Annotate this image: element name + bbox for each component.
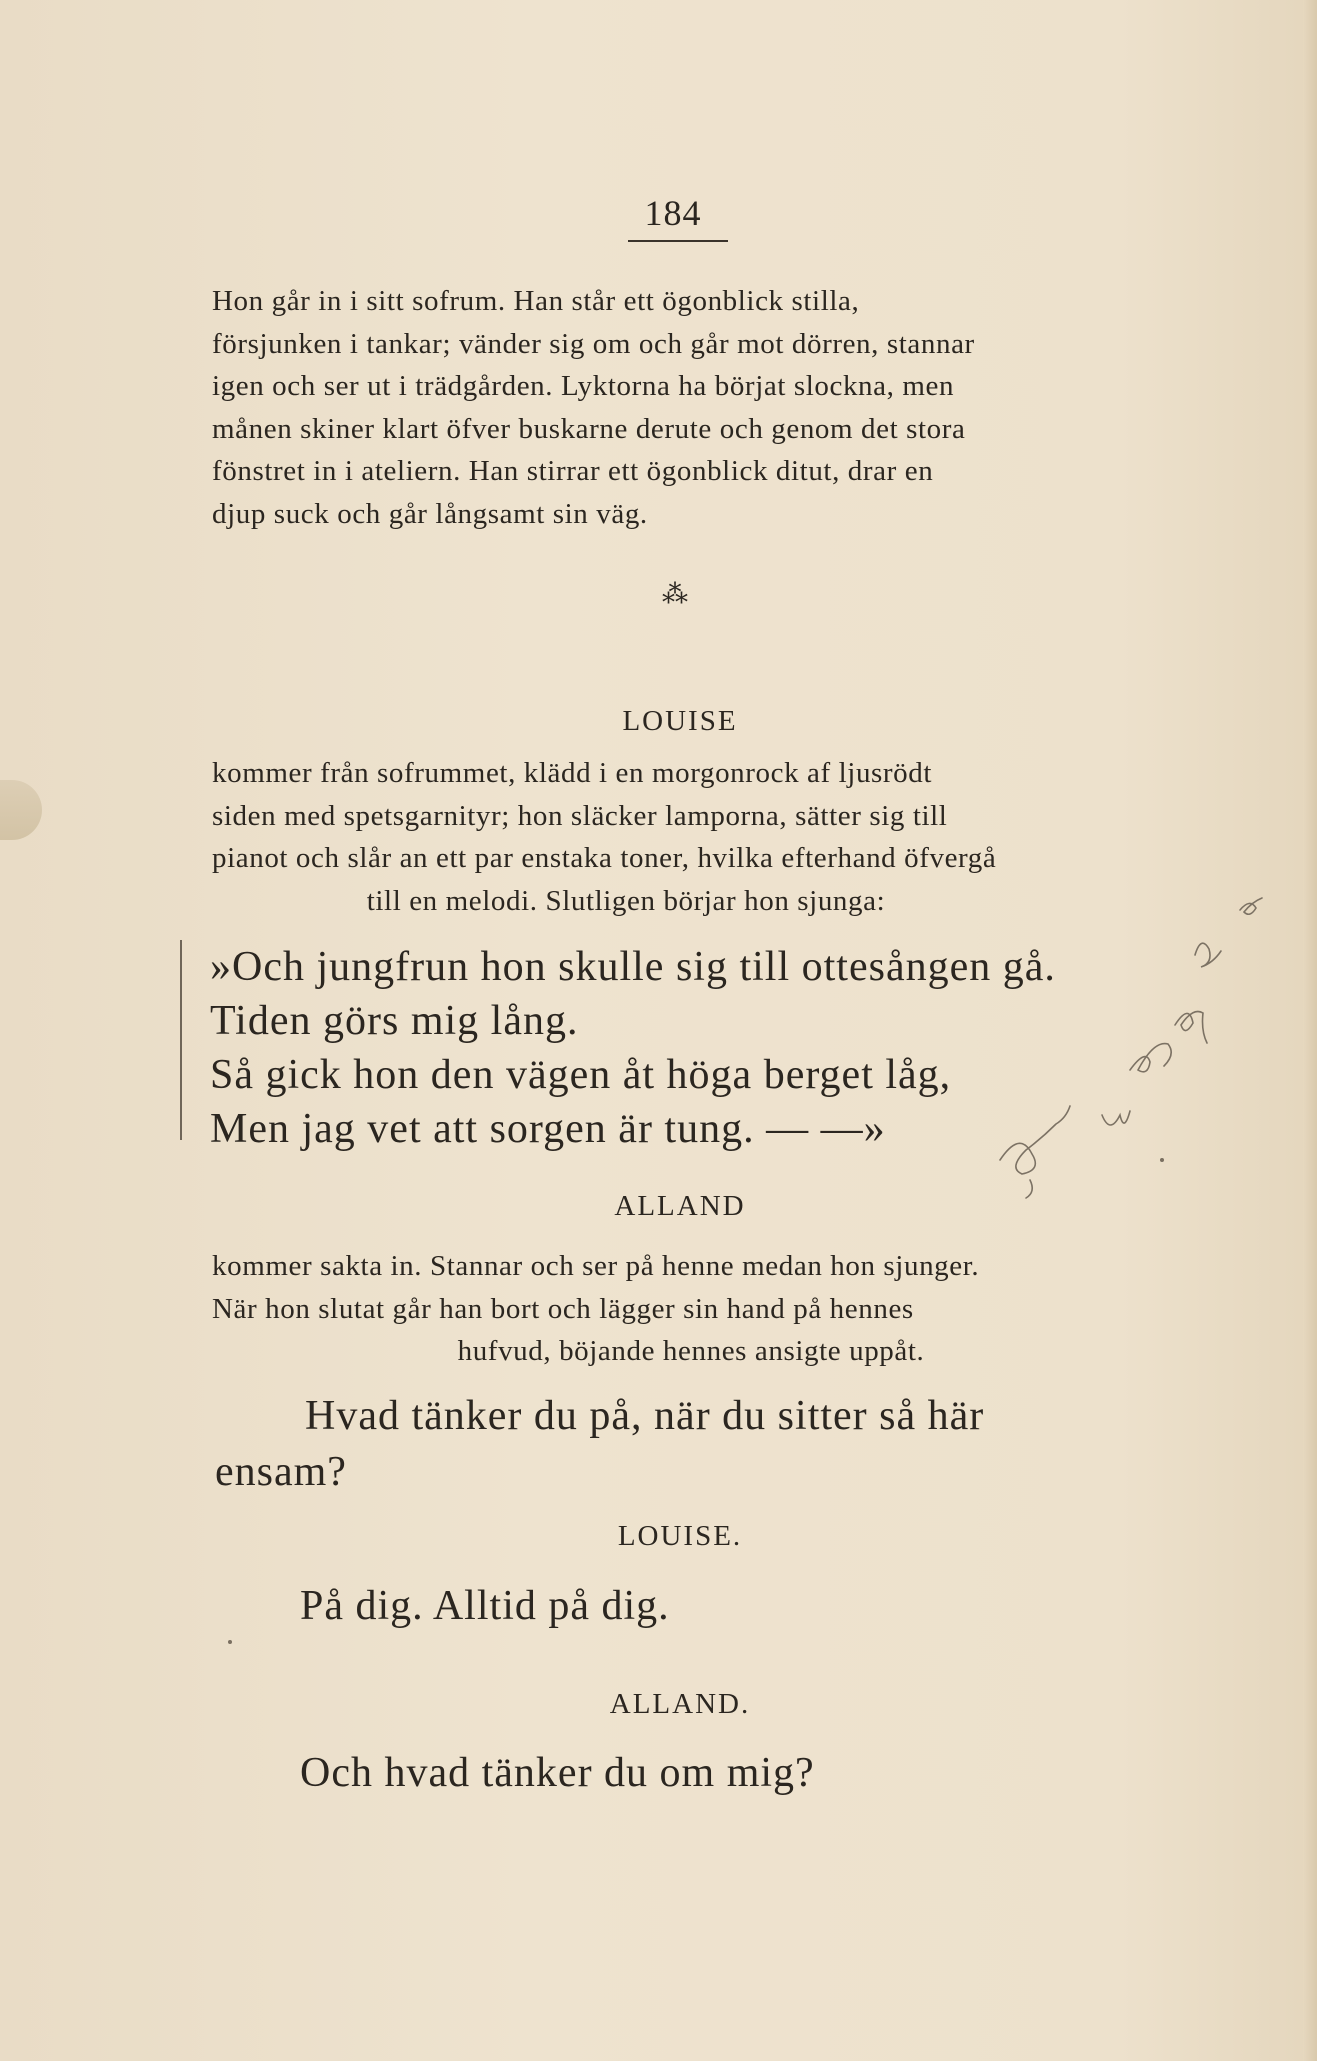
- page-edge: [1303, 0, 1317, 2061]
- text-line: månen skiner klart öfver buskarne derute och genom det stora: [212, 412, 966, 445]
- text-line: fönstret in i ateliern. Han stirrar ett ögonblick ditut, drar en: [212, 455, 934, 487]
- dialogue-speech: På dig. Alltid på dig.: [300, 1583, 670, 1629]
- stage-direction-1: [212, 280, 1150, 535]
- print-speck: [228, 1640, 232, 1644]
- text-line: försjunken i tankar; vänder sig om och går mot dörren, stannar: [212, 327, 975, 360]
- page-number-rule: [628, 240, 728, 242]
- text-line: kommer sakta in. Stannar och ser på henne medan hon sjunger.: [212, 1250, 980, 1282]
- speaker-name: ALLAND.: [609, 1688, 751, 1720]
- text-line: hufvud, böjande hennes ansigte uppåt.: [457, 1335, 925, 1367]
- verse-line: Så gick hon den vägen åt höga berget låg,: [210, 1052, 952, 1098]
- print-speck: [1160, 1158, 1164, 1162]
- speech-line: Hvad tänker du på, när du sitter så här: [305, 1393, 985, 1439]
- text-line: När hon slutat går han bort och lägger sin hand på hennes: [212, 1292, 914, 1325]
- stage-direction-3: [212, 1245, 1170, 1373]
- text-line: igen och ser ut i trädgården. Lyktorna ha börjat slockna, men: [212, 370, 955, 402]
- dialogue-speech: [215, 1388, 1175, 1500]
- speech-line: ensam?: [215, 1449, 347, 1495]
- text-line: siden med spetsgarnityr; hon släcker lamporna, sätter sig till: [212, 799, 948, 832]
- speaker-name: ALLAND: [614, 1190, 746, 1222]
- text-line: kommer från sofrummet, klädd i en morgonrock af ljusrödt: [212, 757, 933, 789]
- page-number: 184: [644, 193, 702, 233]
- verse-line: Men jag vet att sorgen är tung. — —»: [210, 1106, 886, 1152]
- margin-line-mark: [180, 940, 182, 1140]
- verse-line: »Och jungfrun hon skulle sig till ottesången gå.: [210, 944, 1056, 990]
- margin-stain: [0, 780, 42, 840]
- speaker-name: LOUISE.: [617, 1520, 743, 1552]
- text-line: pianot och slår an ett par enstaka toner, hvilka efterhand öfvergå: [212, 842, 997, 874]
- dialogue-speech: Och hvad tänker du om mig?: [300, 1750, 815, 1796]
- verse-line: Tiden görs mig lång.: [210, 998, 579, 1044]
- pencil-scribble: [990, 880, 1290, 1210]
- text-line: djup suck och går långsamt sin väg.: [212, 497, 648, 530]
- text-line: Hon går in i sitt sofrum. Han står ett ögonblick stilla,: [212, 285, 860, 317]
- speaker-name: LOUISE: [622, 705, 738, 737]
- text-line: till en melodi. Slutligen börjar hon sjunga:: [366, 884, 886, 917]
- section-asterism: ⁂: [662, 580, 688, 609]
